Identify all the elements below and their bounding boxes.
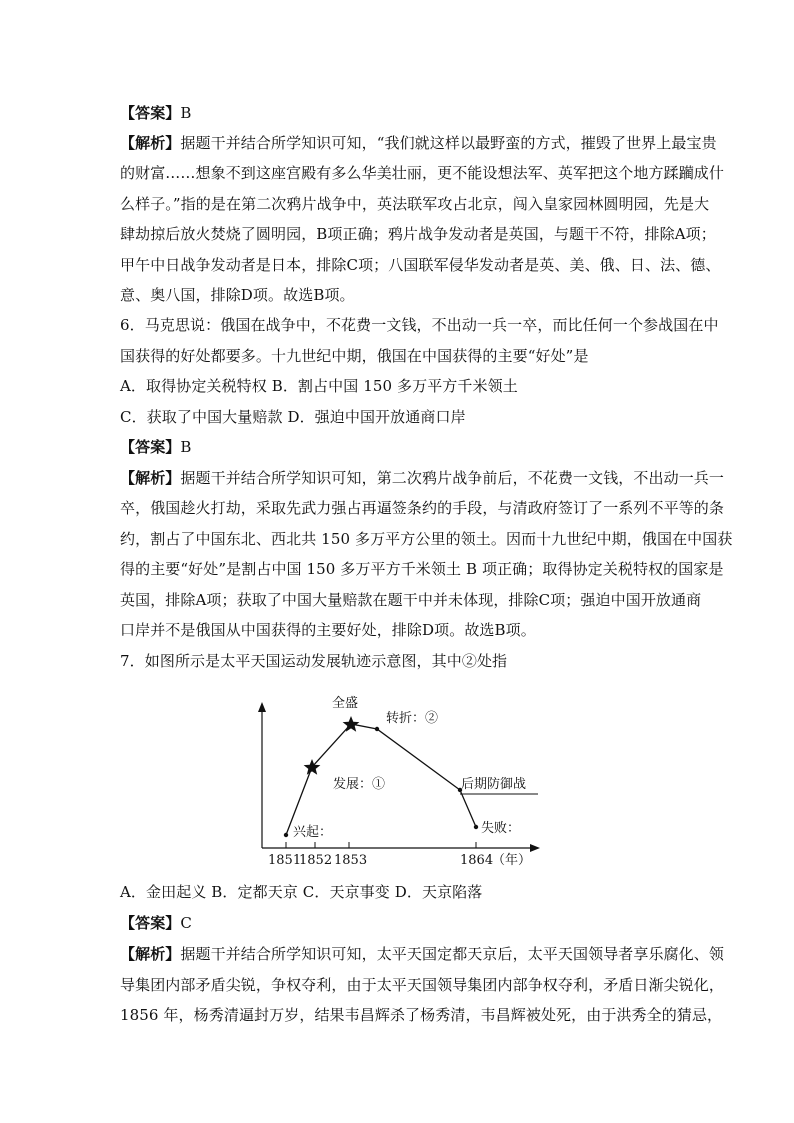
analysis-text: 卒，俄国趁火打劫，采取先武力强占再逼签条约的手段，与清政府签订了一系列不平等的条 bbox=[120, 499, 725, 517]
answer-value: B bbox=[180, 104, 192, 122]
x-tick-label: 1852 bbox=[299, 853, 333, 868]
x-axis-arrow bbox=[530, 844, 540, 852]
analysis-text: 得的主要“好处”是割占中国 150 多万平方千米领土 B 项正确；取得协定关税特权的国家是 bbox=[120, 560, 724, 578]
label-rise: 兴起： bbox=[293, 825, 333, 840]
analysis-text: 据题干并结合所学知识可知，第二次鸦片战争前后，不花费一文钱，不出动一兵一 bbox=[180, 469, 725, 487]
analysis-text: 肆劫掠后放火焚烧了圆明园，B项正确；鸦片战争发动者是英国，与题干不符，排除A项； bbox=[120, 225, 716, 243]
q5-analysis-line bbox=[120, 133, 717, 153]
q6-answer-line bbox=[120, 437, 680, 457]
q7-analysis-line bbox=[120, 944, 725, 964]
analysis-text: 口岸并不是俄国从中国获得的主要好处，排除D项。故选B项。 bbox=[120, 621, 536, 639]
answer-value: C bbox=[180, 914, 192, 932]
analysis-tag: 【解析】 bbox=[120, 134, 181, 152]
y-axis-arrow bbox=[258, 702, 266, 712]
label-peak: 全盛 bbox=[332, 696, 359, 711]
x-tick-label: 1864 bbox=[460, 853, 494, 868]
q6-stem: 6．马克思说：俄国在战争中，不花费一文钱，不出动一兵一卒，而比任何一个参战国在中 bbox=[120, 316, 719, 334]
answer-value: B bbox=[180, 438, 192, 456]
analysis-text: 的财富……想象不到这座宫殿有多么华美壮丽，更不能设想法军、英军把这个地方蹂躏成什 bbox=[120, 164, 725, 182]
answer-tag: 【答案】 bbox=[120, 104, 181, 122]
analysis-text: 意、奥八国，排除D项。故选B项。 bbox=[120, 286, 355, 304]
peak-star-icon bbox=[343, 716, 360, 732]
x-axis-unit: （年） bbox=[492, 853, 532, 868]
analysis-text: 英国，排除A项；获取了中国大量赔款在题干中并未体现，排除C项；强迫中国开放通商 bbox=[120, 591, 702, 609]
analysis-text: 甲午中日战争发动者是日本，排除C项；八国联军侵华发动者是英、美、俄、日、法、德、 bbox=[120, 256, 721, 274]
rise-point bbox=[284, 833, 288, 837]
taiping-trajectory-diagram bbox=[250, 690, 550, 870]
fail-point bbox=[474, 825, 478, 829]
analysis-tag: 【解析】 bbox=[120, 469, 181, 487]
q5-answer-line bbox=[120, 103, 680, 123]
analysis-text: 么样子。”指的是在第二次鸦片战争中，英法联军攻占北京，闯入皇家园林圆明园，先是大 bbox=[120, 195, 710, 213]
answer-tag: 【答案】 bbox=[120, 438, 181, 456]
analysis-tag: 【解析】 bbox=[120, 945, 181, 963]
q6-options: A．取得协定关税特权 B．割占中国 150 多万平方千米领土 bbox=[120, 377, 518, 395]
analysis-text: 导集团内部矛盾尖锐，争权夺利，由于太平天国领导集团内部争权夺利，矛盾日渐尖锐化， bbox=[120, 976, 725, 994]
turn-point bbox=[375, 727, 379, 731]
q6-options: C．获取了中国大量赔款 D．强迫中国开放通商口岸 bbox=[120, 408, 466, 426]
q7-stem: 7．如图所示是太平天国运动发展轨迹示意图，其中②处指 bbox=[120, 652, 508, 670]
label-late-defense: 后期防御战 bbox=[461, 777, 527, 792]
analysis-text: 1856 年，杨秀清逼封万岁，结果韦昌辉杀了杨秀清，韦昌辉被处死，由于洪秀全的猜忌， bbox=[120, 1006, 723, 1024]
q6-analysis-line bbox=[120, 468, 725, 488]
analysis-text: 约，割占了中国东北、西北共 150 多万平方公里的领土。因而十九世纪中期，俄国在中国获 bbox=[120, 530, 733, 548]
label-turn: 转折：② bbox=[386, 711, 439, 726]
q6-stem: 国获得的好处都要多。十九世纪中期，俄国在中国获得的主要“好处”是 bbox=[120, 347, 589, 365]
q7-answer-line bbox=[120, 913, 680, 933]
label-fail: 失败： bbox=[481, 821, 521, 836]
label-develop: 发展：① bbox=[333, 777, 386, 792]
x-tick-label: 1853 bbox=[334, 853, 368, 868]
analysis-text: 据题干并结合所学知识可知，太平天国定都天京后，太平天国领导者享乐腐化、领 bbox=[180, 945, 725, 963]
x-tick-label: 1851 bbox=[268, 853, 302, 868]
analysis-text: 据题干并结合所学知识可知，“我们就这样以最野蛮的方式，摧毁了世界上最宝贵 bbox=[180, 134, 717, 152]
q7-options: A．金田起义 B．定都天京 C．天京事变 D．天京陷落 bbox=[120, 883, 483, 901]
answer-tag: 【答案】 bbox=[120, 914, 181, 932]
